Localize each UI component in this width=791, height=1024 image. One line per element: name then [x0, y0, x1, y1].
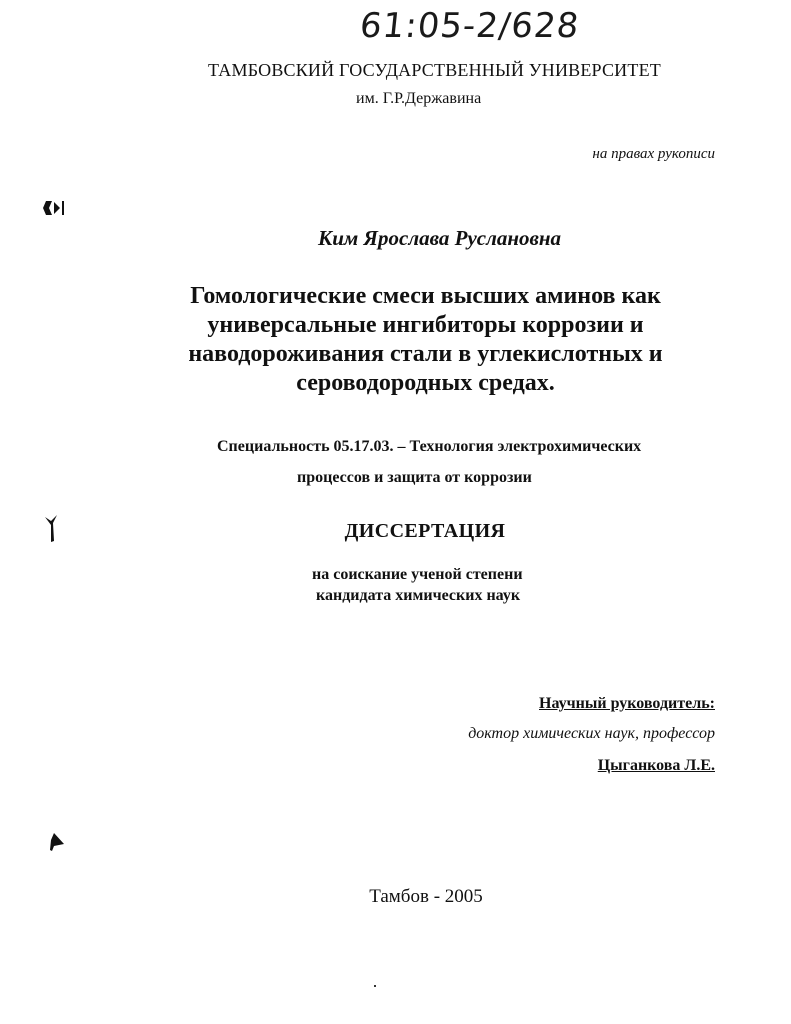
degree-line-1: на соискание ученой степени	[312, 566, 523, 583]
specialty-line-1: Специальность 05.17.03. – Технология электрохимических	[217, 438, 642, 455]
author-name: Ким Ярослава Руслановна	[318, 226, 562, 250]
specialty-line-2: процессов и защита от коррозии	[297, 469, 532, 486]
dissertation-title: Гомологические смеси высших аминов как универсальные ингибиторы коррозии и наводороживания стали в углекислотных и сероводородных средах.	[188, 283, 663, 396]
degree-line-2: кандидата химических наук	[316, 587, 521, 604]
supervisor-title: доктор химических наук, профессор	[468, 725, 715, 742]
document-type: ДИССЕРТАЦИЯ	[344, 520, 506, 542]
scan-speck	[374, 985, 376, 987]
handwritten-archive-number: 61:05-2/628	[357, 6, 582, 46]
city-year: Тамбов - 2005	[369, 886, 483, 907]
supervisor-name: Цыганкова Л.Е.	[597, 757, 715, 774]
university-name: ТАМБОВСКИЙ ГОСУДАРСТВЕННЫЙ УНИВЕРСИТЕТ	[208, 60, 661, 80]
rights-note: на правах рукописи	[592, 146, 715, 162]
supervisor-label: Научный руководитель:	[539, 695, 715, 712]
scan-hole-mark-icon	[48, 832, 66, 852]
scan-hole-mark-icon	[40, 198, 66, 218]
university-named-after: им. Г.Р.Державина	[356, 90, 482, 107]
